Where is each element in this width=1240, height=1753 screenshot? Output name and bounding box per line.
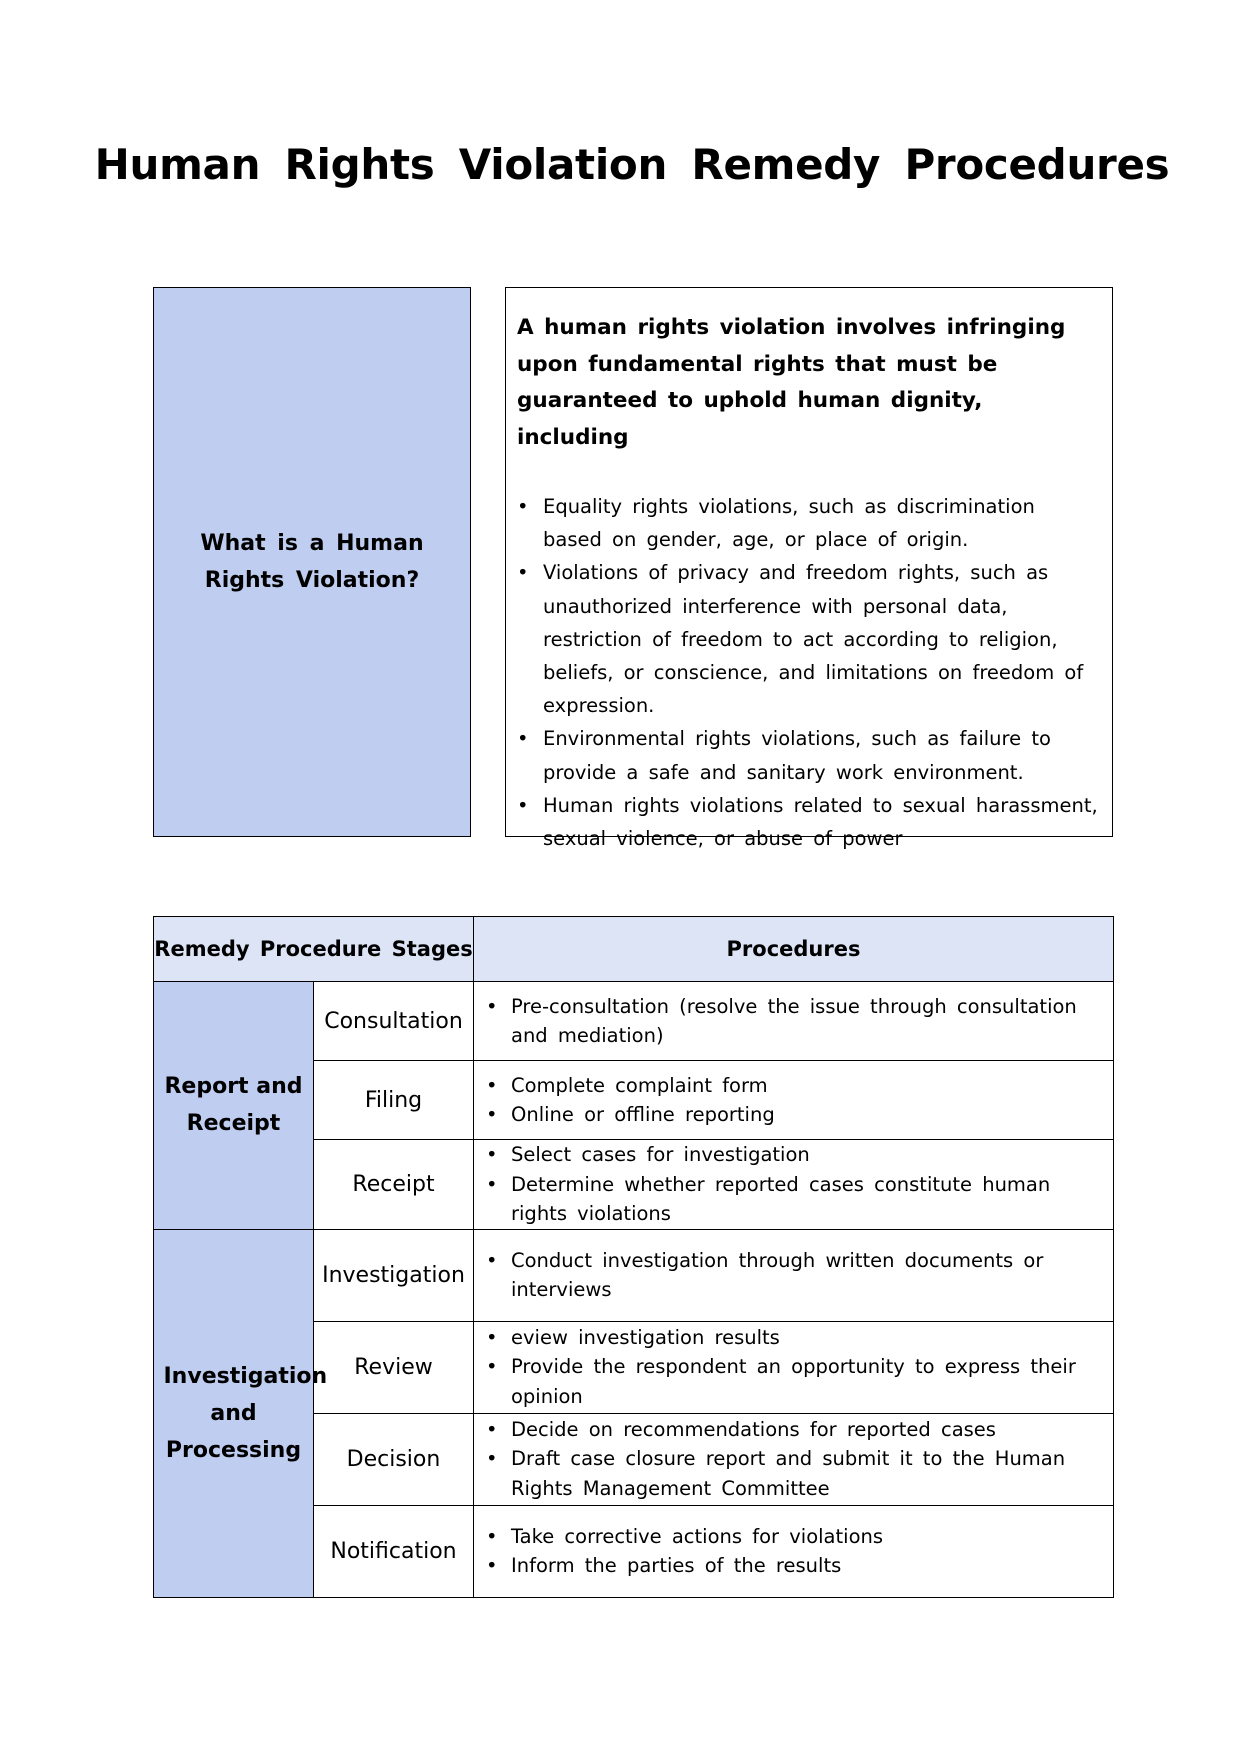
definition-item: • Environmental rights violations, such as failure to provide a safe and sanitary work environment.: [517, 722, 1098, 788]
group-label: Investigation and Processing: [163, 1363, 328, 1463]
table-row: [154, 982, 1114, 1061]
procedure-item: • Conduct investigation through written documents or interviews: [486, 1246, 1103, 1305]
procedure-item: • Inform the parties of the results: [486, 1551, 1103, 1581]
definition-list: [517, 490, 1098, 855]
stage-consultation: Consultation: [314, 982, 474, 1061]
group-label: Report and Receipt: [164, 1074, 303, 1137]
procedure-list: [486, 1140, 1103, 1229]
procedure-list: [486, 1415, 1103, 1504]
procedures-cell: [474, 1505, 1114, 1597]
procedures-cell: [474, 1321, 1114, 1413]
procedure-item: • eview investigation results: [486, 1323, 1103, 1353]
procedure-list: [486, 1246, 1103, 1305]
procedures-cell: [474, 1061, 1114, 1140]
procedure-list: [486, 1071, 1103, 1130]
definition-item: • Equality rights violations, such as discrimination based on gender, age, or place of origin.: [517, 490, 1098, 556]
stages-header: Remedy Procedure Stages: [154, 917, 474, 982]
procedures-cell: [474, 982, 1114, 1061]
procedures-cell: [474, 1413, 1114, 1505]
page-title: Human Rights Violation Remedy Procedures: [94, 140, 1170, 189]
procedures-cell: [474, 1140, 1114, 1230]
procedure-item: • Decide on recommendations for reported cases: [486, 1415, 1103, 1445]
procedure-item: • Take corrective actions for violations: [486, 1522, 1103, 1552]
procedure-list: [486, 1323, 1103, 1412]
procedure-item: • Determine whether reported cases constitute human rights violations: [486, 1170, 1103, 1229]
stage-receipt: Receipt: [314, 1140, 474, 1230]
procedure-item: • Select cases for investigation: [486, 1140, 1103, 1170]
stage-investigation: Investigation: [314, 1229, 474, 1321]
procedure-item: • Provide the respondent an opportunity to express their opinion: [486, 1352, 1103, 1411]
definition-item: • Violations of privacy and freedom rights, such as unauthorized interference with personal data, restriction of freedom to act according to religion, beliefs, or conscience, and limitations on freedom of expression.: [517, 556, 1098, 722]
procedure-list: [486, 1522, 1103, 1581]
stage-review: Review: [314, 1321, 474, 1413]
stage-decision: Decision: [314, 1413, 474, 1505]
table-row: [154, 1229, 1114, 1321]
group-report-and-receipt: [154, 982, 314, 1230]
procedures-cell: [474, 1229, 1114, 1321]
definition-content-cell: [505, 287, 1113, 851]
table-header-row: [154, 917, 1114, 982]
definition-label: What is a Human Rights Violation?: [200, 531, 424, 593]
procedure-item: • Complete complaint form: [486, 1071, 1103, 1101]
procedure-list: [486, 992, 1103, 1051]
remedy-stages-table: [153, 916, 1114, 1598]
procedure-item: • Pre-consultation (resolve the issue through consultation and mediation): [486, 992, 1103, 1051]
definition-item: • Human rights violations related to sexual harassment, sexual violence, or abuse of power: [517, 789, 1098, 855]
procedures-header: Procedures: [474, 917, 1114, 982]
procedure-item: • Draft case closure report and submit it to the Human Rights Management Committee: [486, 1444, 1103, 1503]
stage-notification: Notification: [314, 1505, 474, 1597]
group-investigation-and-processing: [154, 1229, 328, 1597]
definition-label-cell: [153, 287, 471, 837]
definition-intro: A human rights violation involves infringing upon fundamental rights that must be guaranteed to uphold human dignity, including: [517, 315, 1066, 450]
stage-filing: Filing: [314, 1061, 474, 1140]
procedure-item: • Online or offline reporting: [486, 1100, 1103, 1130]
